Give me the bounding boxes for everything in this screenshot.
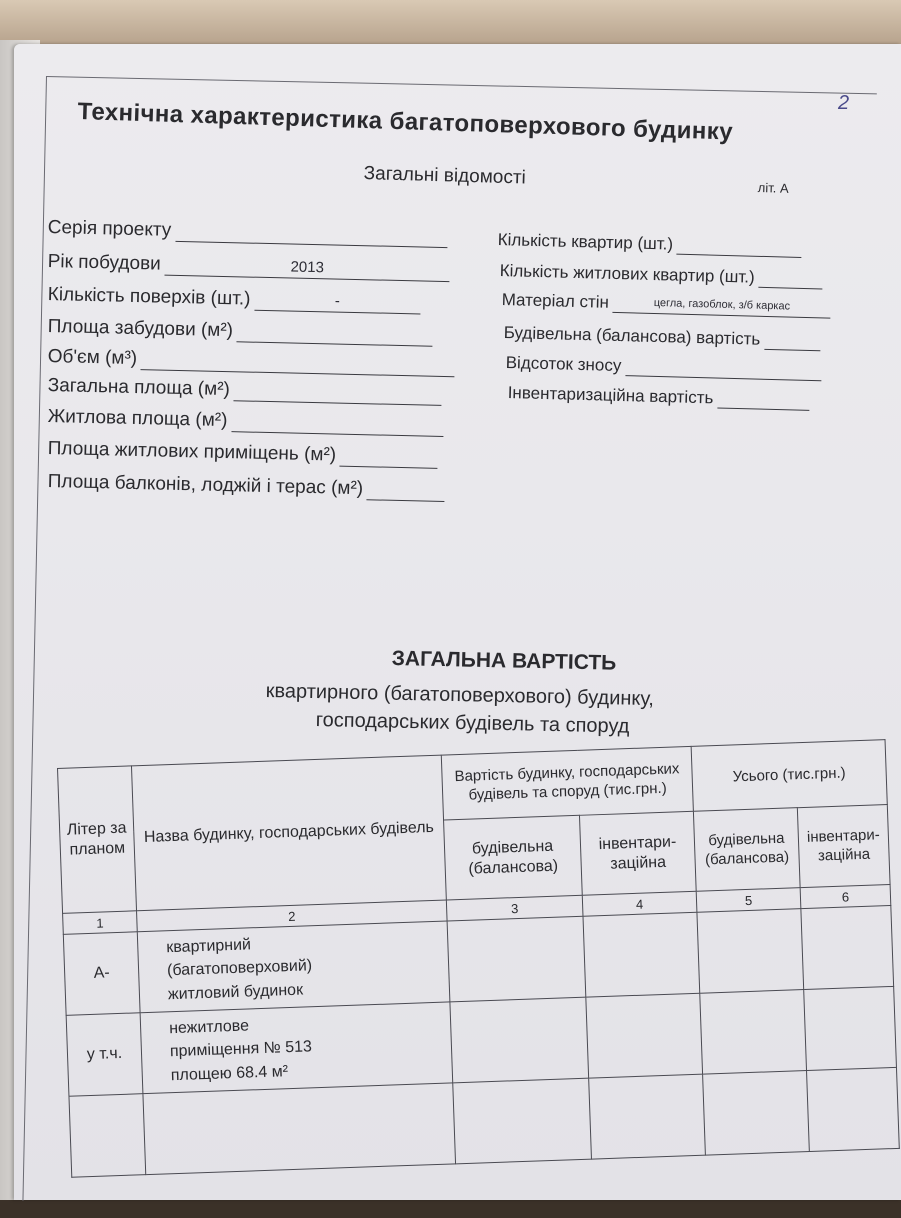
column-number: 4 bbox=[582, 891, 697, 916]
cell-empty bbox=[703, 1071, 810, 1156]
cost-section-subtitle-2: господарських будівель та споруд bbox=[315, 709, 630, 738]
field-value bbox=[340, 446, 438, 469]
header-total-group: Усього (тис.грн.) bbox=[691, 740, 887, 812]
field-value bbox=[237, 321, 433, 346]
field-value bbox=[764, 329, 821, 351]
field-value: - bbox=[254, 290, 420, 315]
header-inventory-cost: інвентари-заційна bbox=[579, 811, 696, 895]
field-label: Будівельна (балансова) вартість bbox=[503, 322, 761, 349]
field-value bbox=[758, 267, 823, 290]
field-value bbox=[717, 387, 810, 410]
field-label: Кількість поверхів (шт.) bbox=[47, 284, 251, 310]
cell-empty bbox=[589, 1074, 706, 1159]
document-title: Технічна характеристика багатоповерхового будинку bbox=[77, 98, 734, 146]
row-liter: А- bbox=[63, 932, 140, 1016]
field-label: Площа балконів, лоджій і терас (м²) bbox=[47, 471, 364, 500]
header-liter: Літер за планом bbox=[58, 766, 137, 913]
header-value-group: Вартість будинку, господарських будівель та споруд (тис.грн.) bbox=[441, 746, 693, 820]
row-name-line: (багатоповерховий) bbox=[166, 957, 313, 980]
column-number: 1 bbox=[63, 911, 138, 935]
row-name-line: нежитлове bbox=[168, 1017, 250, 1038]
cell-empty bbox=[801, 905, 894, 989]
cell-empty bbox=[586, 993, 703, 1078]
cell-empty bbox=[700, 990, 807, 1075]
cell-empty bbox=[447, 916, 586, 1002]
header-building-cost: будівельна (балансова) bbox=[444, 815, 583, 900]
row-name bbox=[137, 921, 450, 1013]
field-label: Відсоток зносу bbox=[505, 352, 622, 376]
field-label: Площа житлових приміщень (м²) bbox=[47, 438, 337, 466]
cost-section-title: ЗАГАЛЬНА ВАРТІСТЬ bbox=[391, 647, 617, 675]
column-number: 6 bbox=[800, 884, 891, 908]
field-label: Об'єм (м³) bbox=[47, 346, 138, 370]
field-label: Кількість житлових квартир (шт.) bbox=[499, 260, 755, 287]
cell-empty bbox=[69, 1094, 146, 1178]
handwritten-page-number: 2 bbox=[838, 92, 850, 114]
field-label: Серія проекту bbox=[47, 217, 172, 241]
lit-label: літ. А bbox=[757, 180, 789, 196]
field-label: Загальна площа (м²) bbox=[47, 375, 231, 401]
field-label: Площа забудови (м²) bbox=[47, 316, 234, 342]
row-name-line: житловий будинок bbox=[167, 981, 304, 1003]
row-name-line: площею 68.4 м² bbox=[170, 1062, 289, 1084]
row-name-line: приміщення № 513 bbox=[169, 1038, 313, 1061]
field-label: Кількість квартир (шт.) bbox=[497, 229, 674, 254]
cell-empty bbox=[697, 909, 804, 994]
header-total-inventory: інвентари-заційна bbox=[797, 805, 890, 888]
cell-empty bbox=[453, 1078, 592, 1164]
field-value: 2013 bbox=[165, 255, 450, 282]
section-subtitle: Загальні відомості bbox=[363, 163, 527, 189]
field-label: Інвентаризаційна вартість bbox=[507, 382, 714, 408]
row-name-line: квартирний bbox=[166, 936, 252, 957]
cell-empty bbox=[143, 1083, 456, 1175]
cell-empty bbox=[583, 912, 700, 997]
field-value: цегла, газоблок, з/б каркас bbox=[613, 292, 831, 319]
column-number: 5 bbox=[696, 888, 801, 913]
field-label: Житлова площа (м²) bbox=[47, 406, 228, 432]
cell-empty bbox=[807, 1067, 900, 1151]
field-value bbox=[367, 479, 445, 502]
field-value bbox=[677, 234, 803, 258]
header-total-building: будівельна (балансова) bbox=[693, 808, 800, 892]
cost-section-subtitle-1: квартирного (багатоповерхового) будинку, bbox=[265, 680, 655, 711]
column-number: 2 bbox=[137, 900, 448, 932]
field-label: Рік побудови bbox=[47, 251, 162, 275]
field-label: Матеріал стін bbox=[501, 289, 610, 312]
cost-table bbox=[57, 738, 901, 1177]
cell-empty bbox=[804, 986, 897, 1070]
column-number: 3 bbox=[446, 895, 583, 921]
header-name: Назва будинку, господарських будівель bbox=[131, 755, 446, 911]
row-name bbox=[140, 1002, 453, 1094]
cell-empty bbox=[450, 997, 589, 1083]
row-liter: у т.ч. bbox=[66, 1013, 143, 1097]
